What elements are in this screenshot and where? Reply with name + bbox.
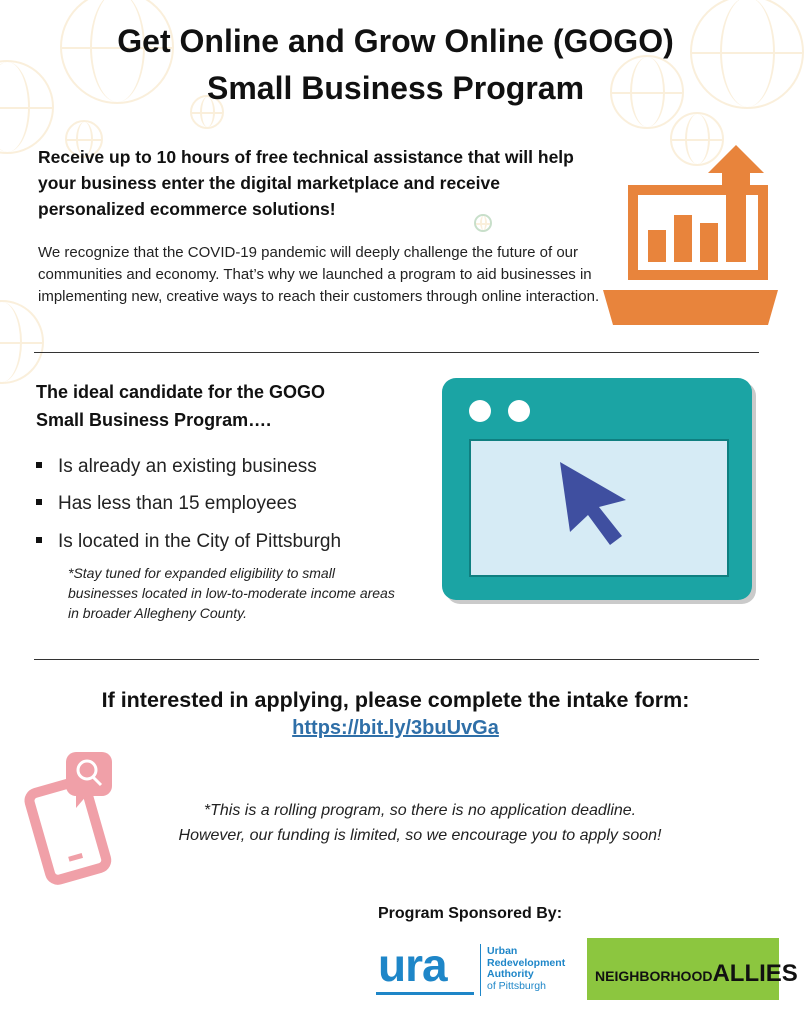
page-title-line1: Get Online and Grow Online (GOGO) bbox=[117, 23, 674, 59]
intro-headline: Receive up to 10 hours of free technical assistance that will help your business enter the digital marketplace and receive personalized ecommerce solutions! bbox=[38, 147, 574, 219]
candidate-title bbox=[36, 378, 416, 434]
criteria-item bbox=[36, 529, 341, 555]
bullet-icon bbox=[36, 499, 42, 505]
rolling-line1: *This is a rolling program, so there is no application deadline. bbox=[203, 802, 637, 819]
phone-search-icon bbox=[18, 750, 118, 880]
rolling-line2: However, our funding is limited, so we encourage you to apply soon! bbox=[178, 827, 662, 844]
page-title-line2: Small Business Program bbox=[206, 70, 585, 106]
na-logo-small: NEIGHBORHOOD bbox=[595, 968, 713, 984]
criteria-item bbox=[36, 454, 317, 480]
bullet-icon bbox=[36, 462, 42, 468]
ura-line: Redevelopment bbox=[487, 956, 566, 969]
browser-cursor-icon bbox=[440, 376, 760, 608]
sponsor-label: Program Sponsored By: bbox=[378, 905, 563, 922]
bullet-icon bbox=[36, 537, 42, 543]
rolling-program-note bbox=[110, 798, 730, 848]
eligibility-note: *Stay tuned for expanded eligibility to small businesses located in low-to-moderate income areas in broader Allegheny County. bbox=[68, 565, 395, 621]
criteria-item bbox=[36, 491, 297, 517]
ura-line: of Pittsburgh bbox=[487, 979, 546, 992]
criteria-text: Has less than 15 employees bbox=[58, 493, 297, 514]
candidate-title-line2: Small Business Program…. bbox=[36, 410, 272, 430]
criteria-text: Is located in the City of Pittsburgh bbox=[58, 531, 342, 552]
intake-form-link[interactable]: https://bit.ly/3buUvGa bbox=[292, 717, 499, 739]
ura-line: Authority bbox=[487, 968, 534, 980]
divider bbox=[34, 659, 759, 660]
criteria-text: Is already an existing business bbox=[58, 456, 317, 477]
ura-logo-underline bbox=[376, 992, 474, 995]
apply-instruction: If interested in applying, please complete the intake form: bbox=[101, 688, 690, 712]
ura-logo-text bbox=[487, 946, 565, 992]
na-logo-text bbox=[595, 960, 798, 988]
ura-logo-divider bbox=[480, 944, 481, 996]
ura-line: Urban bbox=[487, 945, 518, 957]
ura-logo-word: ura bbox=[378, 939, 447, 991]
neighborhood-allies-logo bbox=[587, 938, 798, 1000]
na-logo-big: ALLIES bbox=[712, 960, 798, 987]
globe-icon bbox=[0, 300, 44, 384]
candidate-title-line1: The ideal candidate for the GOGO bbox=[36, 382, 326, 402]
chart-laptop-icon bbox=[598, 145, 783, 330]
divider bbox=[34, 352, 759, 353]
intro-body: We recognize that the COVID-19 pandemic will deeply challenge the future of our communities and economy. That’s why we launched a program to aid businesses in implementing new, creative ways to reach their customers through online interaction. bbox=[38, 244, 600, 305]
